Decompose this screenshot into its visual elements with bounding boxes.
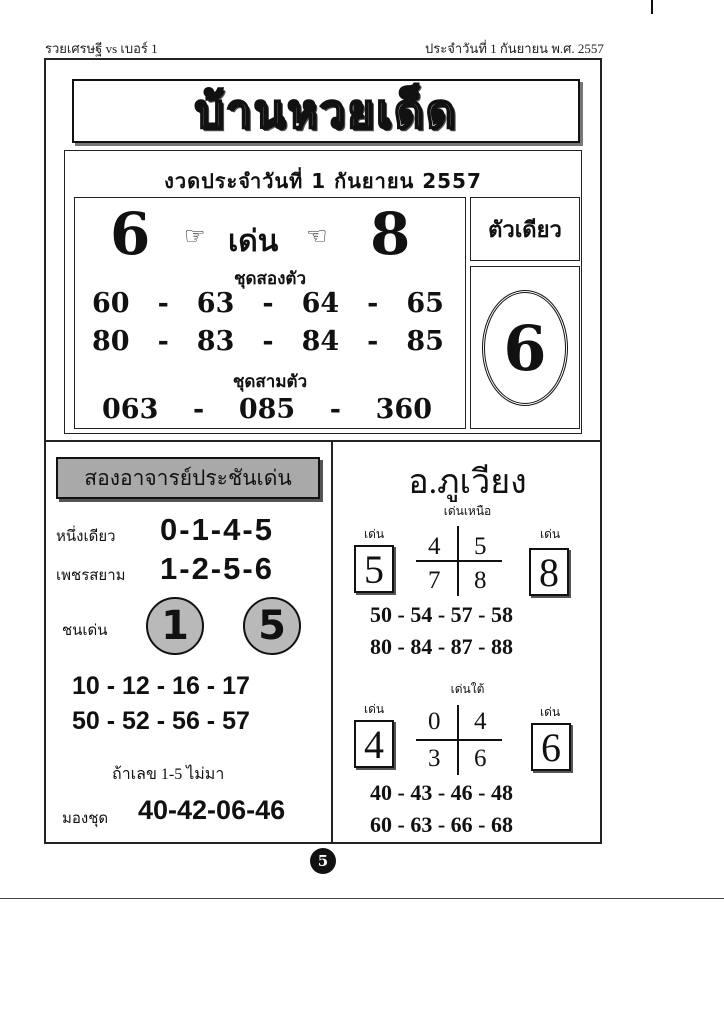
top-grid-digit: 4 [428,533,441,560]
two-digit-number: 80 [92,326,130,357]
top-number-line-2: 80 - 84 - 87 - 88 [370,634,513,659]
pointing-right-hand-icon: ☞ [184,222,206,250]
two-digit-row-2: 80 - 83 - 84 - 85 [92,326,444,357]
top-number-line-1: 50 - 54 - 57 - 58 [370,602,513,627]
top-grid-digit: 7 [428,567,441,594]
three-digit-row: 063 - 085 - 360 [102,394,432,425]
title-box [72,79,580,143]
condition-note: ถ้าเลข 1-5 ไม่มา [112,766,225,783]
bottom-grid-digit: 3 [428,745,441,772]
two-digit-number: 84 [301,326,340,357]
main-right-digit: 8 [370,200,411,268]
row-label-nueng-diao: หนึ่งเดียว [56,529,116,545]
bottom-left-label: เด่น [364,702,385,716]
bottom-grid-digit: 4 [474,708,487,735]
three-digit-number: 360 [375,394,432,425]
two-digit-number: 60 [92,288,130,319]
mong-chut-value: 40-42-06-46 [138,795,286,825]
pointing-left-hand-icon: ☜ [306,222,328,250]
scan-edge-line [0,898,724,899]
row-label-phet-siam: เพชรสยาม [56,568,126,584]
top-left-label: เด่น [364,527,385,541]
bottom-left-digit-box: 4 [354,720,394,768]
left-number-line-2: 50 - 52 - 56 - 57 [72,707,250,735]
bottom-right-label: เด่น [540,705,561,719]
chon-den-label: ชนเด่น [62,623,108,639]
chon-digit-circle: 1 [146,597,204,655]
bottom-grid-horizontal-line [416,739,502,741]
bottom-grid-digit: 6 [474,745,487,772]
top-right-label: เด่น [540,527,561,541]
top-grid-digit: 8 [474,567,487,594]
two-digit-number: 83 [196,326,235,357]
left-number-line-1: 10 - 12 - 16 - 17 [72,672,250,700]
main-left-digit: 6 [110,200,151,268]
row-value-nueng-diao: 0-1-4-5 [160,512,274,547]
single-digit-oval [482,290,568,406]
top-left-digit-box: 5 [354,545,394,593]
two-digit-number: 63 [196,288,235,319]
bottom-grid-digit: 0 [428,708,441,735]
draw-date-line: งวดประจำวันที่ 1 กันยายน 2557 [164,169,482,193]
bottom-number-line-2: 60 - 63 - 66 - 68 [370,812,513,837]
three-digit-label: ชุดสามตัว [232,372,308,392]
header-left: รวยเศรษฐี vs เบอร์ 1 [45,41,158,56]
bottom-right-digit-box: 6 [531,723,571,771]
bottom-number-line-1: 40 - 43 - 46 - 48 [370,780,513,805]
scan-corner-mark [651,0,653,14]
top-right-digit-box: 8 [529,548,569,596]
right-panel-title: อ.ภูเวียง [408,464,527,501]
left-panel-banner [56,457,320,499]
three-digit-number: 085 [238,394,296,425]
two-digit-number: 64 [301,288,340,319]
two-digit-label: ชุดสองตัว [233,269,307,289]
bottom-block-label: เด่นใต้ [450,682,485,696]
top-block-label: เด่นเหนือ [443,504,492,518]
row-value-phet-siam: 1-2-5-6 [160,551,274,586]
section-divider [44,440,602,442]
page-number-badge: 5 [310,848,336,874]
main-pick-label: เด่น [228,224,279,259]
single-label-box [470,197,580,261]
single-label: ตัวเดียว [488,217,562,243]
single-digit: 6 [503,311,547,385]
top-grid-digit: 5 [474,533,487,560]
three-digit-number: 063 [102,394,159,425]
two-digit-number: 85 [406,326,444,357]
two-digit-row-1: 60 - 63 - 64 - 65 [92,288,444,319]
header-right: ประจำวันที่ 1 กันยายน พ.ศ. 2557 [425,41,604,56]
two-digit-number: 65 [406,288,444,319]
page-title: บ้านหวยเด็ด [194,83,458,138]
mong-chut-label: มองชุด [62,811,109,827]
left-panel-banner-text: สองอาจารย์ประชันเด่น [84,466,292,490]
chon-digit-circle: 5 [243,597,301,655]
